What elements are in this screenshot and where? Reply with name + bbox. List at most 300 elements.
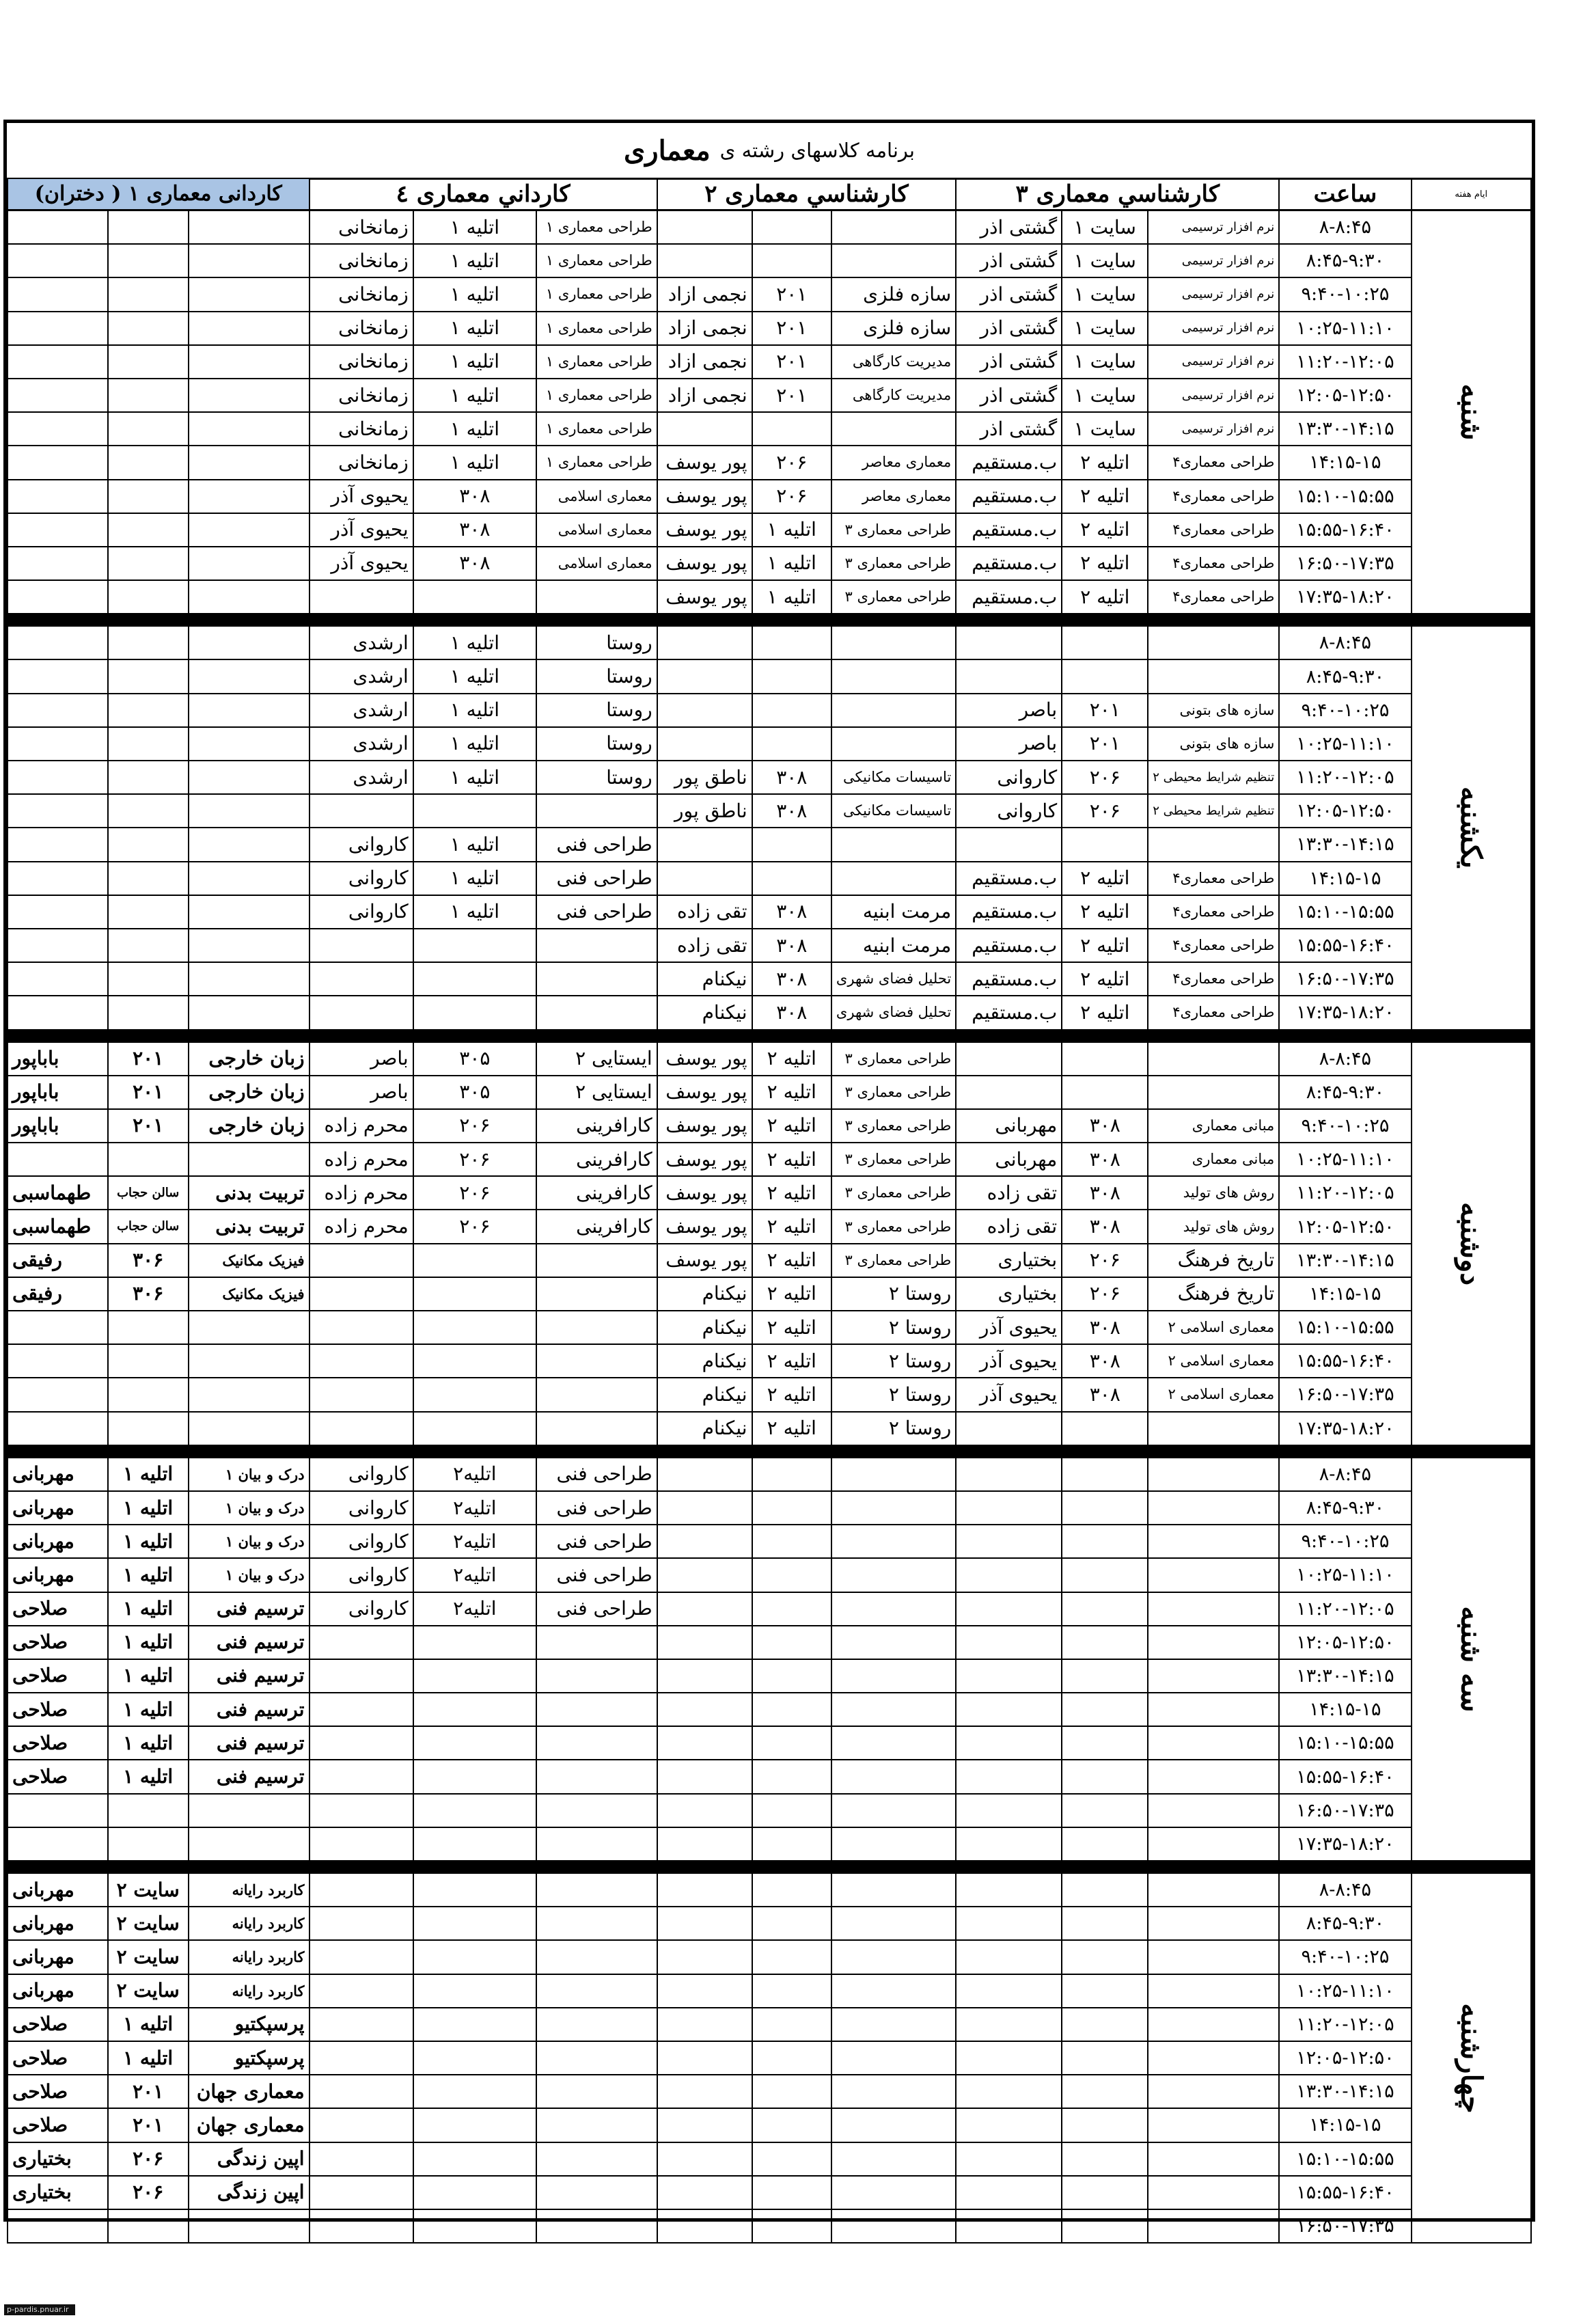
time-cell: ۱۱:۲۰-۱۲:۰۵ [1279, 345, 1411, 379]
course-cell: تاسیسات مکانیکی [831, 761, 956, 794]
room-cell [752, 1458, 831, 1491]
instructor-cell [657, 210, 752, 245]
room-cell [413, 1626, 536, 1659]
instructor-cell [309, 962, 413, 996]
instructor-cell [657, 1907, 752, 1940]
room-cell [108, 929, 189, 962]
instructor-cell: باصر [309, 1042, 413, 1076]
instructor-cell: زمانخانی [309, 277, 413, 311]
schedule-row [8, 1940, 1531, 1974]
schedule-row [8, 1042, 1531, 1076]
instructor-cell: باباپور [8, 1076, 108, 1109]
course-cell [1148, 2041, 1279, 2075]
room-cell [1062, 1760, 1148, 1793]
room-cell: اتلیه ۱ [108, 2041, 189, 2075]
room-cell: سالن حجاب [108, 1210, 189, 1243]
room-cell: ۳۰۸ [1062, 1176, 1148, 1210]
course-cell: طراحی معماری۴ [1148, 996, 1279, 1029]
course-cell [1148, 2075, 1279, 2108]
instructor-cell [956, 626, 1062, 659]
instructor-cell: زمانخانی [309, 210, 413, 245]
room-cell [1062, 1076, 1148, 1109]
course-cell: معماری اسلامی ۲ [1148, 1378, 1279, 1411]
instructor-cell [309, 1693, 413, 1726]
course-cell [189, 659, 309, 693]
room-cell [752, 2041, 831, 2075]
instructor-cell: ب.مستقیم [956, 480, 1062, 513]
time-cell: ۱۲:۰۵-۱۲:۵۰ [1279, 2041, 1411, 2075]
room-cell: سایت ۲ [108, 1907, 189, 1940]
time-cell: ۱۱:۲۰-۱۲:۰۵ [1279, 761, 1411, 794]
room-cell [413, 1873, 536, 1907]
course-cell: سازه های بتونی [1148, 694, 1279, 727]
schedule-row [8, 1794, 1531, 1827]
course-cell: روستا [536, 626, 657, 659]
header-group-bsc-arch-3: کارشناسي معماری ۳ [956, 178, 1279, 210]
schedule-row [8, 1344, 1531, 1378]
course-cell: طراحی معماری۴ [1148, 929, 1279, 962]
schedule-row [8, 1491, 1531, 1525]
instructor-cell: طهماسبی [8, 1176, 108, 1210]
course-cell [189, 996, 309, 1029]
course-cell: ایستایی ۲ [536, 1042, 657, 1076]
course-cell: طراحی معماری ۳ [831, 1143, 956, 1176]
room-cell [108, 1143, 189, 1176]
course-cell [189, 345, 309, 379]
time-cell: ۱۰:۲۵-۱۱:۱۰ [1279, 312, 1411, 345]
time-cell: ۱۶:۵۰-۱۷:۳۵ [1279, 1378, 1411, 1411]
course-cell [831, 1592, 956, 1626]
room-cell [1062, 2142, 1148, 2176]
instructor-cell: ب.مستقیم [956, 929, 1062, 962]
course-cell: نرم افزار ترسیمی [1148, 345, 1279, 379]
time-cell: ۸-۸:۴۵ [1279, 626, 1411, 659]
instructor-cell [8, 1794, 108, 1827]
instructor-cell: نیکنام [657, 962, 752, 996]
instructor-cell [956, 1592, 1062, 1626]
room-cell [752, 1693, 831, 1726]
separator-bar [8, 614, 1531, 626]
instructor-cell: کاروانی [309, 1491, 413, 1525]
course-cell [831, 2041, 956, 2075]
instructor-cell [309, 1974, 413, 2008]
instructor-cell [956, 1491, 1062, 1525]
instructor-cell: نیکنام [657, 1378, 752, 1411]
instructor-cell: کاروانی [956, 761, 1062, 794]
course-cell [1148, 626, 1279, 659]
instructor-cell: یحیوی آذر [309, 547, 413, 580]
room-cell [108, 277, 189, 311]
course-cell [189, 1827, 309, 1861]
room-cell: اتلیه ۲ [752, 1210, 831, 1243]
room-cell [1062, 1974, 1148, 2008]
instructor-cell: گشتی اذر [956, 345, 1062, 379]
room-cell: اتلیه ۲ [1062, 996, 1148, 1029]
course-cell [536, 1907, 657, 1940]
course-cell: ترسیم فنی [189, 1726, 309, 1760]
room-cell: اتلیه ۱ [413, 895, 536, 929]
room-cell: اتلیه ۱ [413, 345, 536, 379]
schedule-row [8, 626, 1531, 659]
room-cell [413, 1659, 536, 1693]
instructor-cell: مهربانی [8, 1974, 108, 2008]
room-cell [1062, 1042, 1148, 1076]
room-cell: اتلیه ۲ [752, 1042, 831, 1076]
instructor-cell [309, 2041, 413, 2075]
course-cell [536, 1827, 657, 1861]
course-cell [1148, 1726, 1279, 1760]
instructor-cell [309, 1659, 413, 1693]
course-cell: طراحی معماری ۳ [831, 580, 956, 614]
course-cell [189, 480, 309, 513]
time-cell: ۱۱:۲۰-۱۲:۰۵ [1279, 1592, 1411, 1626]
course-cell: کارافرینی [536, 1210, 657, 1243]
room-cell: ۲۰۱ [752, 379, 831, 412]
course-cell [536, 962, 657, 996]
day-label [1412, 1873, 1531, 2243]
course-cell [1148, 1626, 1279, 1659]
instructor-cell: یحیوی آذر [309, 513, 413, 547]
header-group-assoc-arch-1: کاردانی معماری ۱ ( دختران) [8, 178, 309, 210]
schedule-row [8, 1458, 1531, 1491]
course-cell: معماری جهان [189, 2108, 309, 2142]
instructor-cell [657, 727, 752, 761]
course-cell: طراحی فنی [536, 828, 657, 861]
room-cell: اتلیه ۱ [108, 1760, 189, 1793]
instructor-cell [309, 1378, 413, 1411]
room-cell: اتلیه ۲ [1062, 962, 1148, 996]
room-cell [1062, 659, 1148, 693]
course-cell: کارافرینی [536, 1176, 657, 1210]
course-cell: طراحی معماری ۳ [831, 1109, 956, 1143]
instructor-cell: کاروانی [309, 1558, 413, 1592]
room-cell: سایت ۱ [1062, 412, 1148, 446]
room-cell: اتلیه ۱ [413, 210, 536, 245]
course-cell: تربیت بدنی [189, 1210, 309, 1243]
schedule-row [8, 547, 1531, 580]
header-day: ایام هفته [1412, 178, 1531, 210]
instructor-cell [956, 1726, 1062, 1760]
instructor-cell [956, 2108, 1062, 2142]
course-cell: طراحی معماری ۳ [831, 513, 956, 547]
instructor-cell [8, 794, 108, 828]
course-cell: تحلیل فضای شهری [831, 962, 956, 996]
instructor-cell [956, 1659, 1062, 1693]
course-cell [831, 2008, 956, 2041]
instructor-cell [8, 345, 108, 379]
schedule-row [8, 694, 1531, 727]
course-cell [536, 2041, 657, 2075]
instructor-cell: محرم زاده [309, 1176, 413, 1210]
room-cell: ۳۰۸ [413, 513, 536, 547]
room-cell: اتلیه ۱ [752, 513, 831, 547]
instructor-cell: پور یوسف [657, 1143, 752, 1176]
room-cell [108, 694, 189, 727]
day-separator [8, 1030, 1531, 1042]
schedule-row [8, 862, 1531, 895]
course-cell: طراحی معماری ۱ [536, 379, 657, 412]
room-cell [413, 996, 536, 1029]
room-cell: اتلیه۲ [413, 1491, 536, 1525]
instructor-cell: ب.مستقیم [956, 895, 1062, 929]
time-cell: ۸-۸:۴۵ [1279, 1458, 1411, 1491]
instructor-cell [657, 1726, 752, 1760]
course-cell: طراحی معماری۴ [1148, 862, 1279, 895]
course-cell: تاریخ فرهنگ [1148, 1244, 1279, 1277]
instructor-cell [657, 2176, 752, 2209]
course-cell [831, 1873, 956, 1907]
room-cell: ۲۰۶ [1062, 794, 1148, 828]
course-cell: مبانی معماری [1148, 1143, 1279, 1176]
instructor-cell: گشتی اذر [956, 244, 1062, 277]
course-cell [831, 727, 956, 761]
room-cell [752, 412, 831, 446]
schedule-row [8, 996, 1531, 1029]
instructor-cell: کاروانی [309, 828, 413, 861]
course-cell [536, 2176, 657, 2209]
instructor-cell [8, 480, 108, 513]
instructor-cell [657, 412, 752, 446]
course-cell [1148, 1940, 1279, 1974]
time-cell: ۱۶:۵۰-۱۷:۳۵ [1279, 547, 1411, 580]
instructor-cell [8, 210, 108, 245]
course-cell: روستا ۲ [831, 1378, 956, 1411]
time-cell: ۸:۴۵-۹:۳۰ [1279, 1907, 1411, 1940]
day-name: سه شنبه [1455, 1606, 1489, 1713]
schedule-row [8, 1412, 1531, 1445]
room-cell [752, 244, 831, 277]
room-cell [1062, 1940, 1148, 1974]
room-cell: اتلیه ۲ [752, 1412, 831, 1445]
instructor-cell [956, 1525, 1062, 1558]
room-cell [1062, 1592, 1148, 1626]
room-cell: اتلیه ۱ [108, 1726, 189, 1760]
room-cell: اتلیه ۱ [108, 1458, 189, 1491]
instructor-cell: ب.مستقیم [956, 962, 1062, 996]
room-cell: اتلیه۲ [413, 1525, 536, 1558]
room-cell [413, 1794, 536, 1827]
instructor-cell [309, 1344, 413, 1378]
day-name: دوشنبه [1455, 1201, 1489, 1285]
course-cell [536, 580, 657, 614]
instructor-cell [8, 862, 108, 895]
room-cell [108, 547, 189, 580]
course-cell [536, 929, 657, 962]
room-cell: اتلیه۲ [413, 1558, 536, 1592]
instructor-cell [8, 895, 108, 929]
time-cell: ۱۱:۲۰-۱۲:۰۵ [1279, 1176, 1411, 1210]
course-cell [536, 1378, 657, 1411]
instructor-cell: باباپور [8, 1109, 108, 1143]
course-cell [536, 2075, 657, 2108]
instructor-cell: باصر [956, 694, 1062, 727]
instructor-cell: بختیاری [8, 2176, 108, 2209]
room-cell: ۲۰۱ [108, 2075, 189, 2108]
instructor-cell [657, 244, 752, 277]
room-cell: اتلیه ۲ [1062, 547, 1148, 580]
room-cell [413, 1726, 536, 1760]
instructor-cell: زمانخانی [309, 244, 413, 277]
room-cell [1062, 1693, 1148, 1726]
course-cell: کارافرینی [536, 1143, 657, 1176]
course-cell: کاربرد رایانه [189, 1873, 309, 1907]
course-cell [536, 1244, 657, 1277]
room-cell: ۳۰۸ [752, 794, 831, 828]
course-cell [1148, 659, 1279, 693]
room-cell [752, 1907, 831, 1940]
time-cell: ۱۰:۲۵-۱۱:۱۰ [1279, 1558, 1411, 1592]
room-cell: اتلیه ۱ [413, 659, 536, 693]
room-cell: ۳۰۶ [108, 1244, 189, 1277]
course-cell [1148, 2008, 1279, 2041]
room-cell [752, 1827, 831, 1861]
time-cell: ۱۷:۳۵-۱۸:۲۰ [1279, 996, 1411, 1029]
instructor-cell [956, 2075, 1062, 2108]
course-cell [831, 1940, 956, 1974]
room-cell: اتلیه ۱ [413, 312, 536, 345]
instructor-cell: ب.مستقیم [956, 513, 1062, 547]
room-cell [1062, 626, 1148, 659]
course-cell [536, 1940, 657, 1974]
room-cell: اتلیه ۱ [413, 727, 536, 761]
room-cell [108, 1344, 189, 1378]
room-cell [108, 210, 189, 245]
schedule-row [8, 1277, 1531, 1311]
instructor-cell [309, 1277, 413, 1311]
course-cell: طراحی معماری۴ [1148, 580, 1279, 614]
instructor-cell: صلاحی [8, 1760, 108, 1793]
instructor-cell: ب.مستقیم [956, 996, 1062, 1029]
course-cell: طراحی معماری ۱ [536, 412, 657, 446]
course-cell: طراحی فنی [536, 1592, 657, 1626]
instructor-cell [956, 1907, 1062, 1940]
title-prefix: برنامه کلاسهای رشته ی [719, 139, 915, 162]
course-cell: ترسیم فنی [189, 1760, 309, 1793]
course-cell [189, 547, 309, 580]
room-cell: ۲۰۱ [752, 345, 831, 379]
course-cell: تاسیسات مکانیکی [831, 794, 956, 828]
schedule-row [8, 1974, 1531, 2008]
room-cell: ۳۰۸ [1062, 1143, 1148, 1176]
room-cell [1062, 2008, 1148, 2041]
room-cell: اتلیه ۱ [108, 1693, 189, 1726]
time-cell: ۱۴:۱۵-۱۵ [1279, 2108, 1411, 2142]
instructor-cell: پور یوسف [657, 1210, 752, 1243]
room-cell: اتلیه ۱ [108, 1659, 189, 1693]
course-cell [189, 412, 309, 446]
course-cell [189, 1311, 309, 1344]
room-cell [413, 580, 536, 614]
course-cell [536, 2209, 657, 2243]
instructor-cell [657, 1659, 752, 1693]
course-cell: معماری اسلامی [536, 513, 657, 547]
schedule-row [8, 727, 1531, 761]
room-cell: اتلیه ۲ [1062, 929, 1148, 962]
course-cell: طراحی معماری ۱ [536, 345, 657, 379]
course-cell [1148, 1491, 1279, 1525]
room-cell: اتلیه۲ [413, 1592, 536, 1626]
schedule-row [8, 244, 1531, 277]
time-cell: ۱۴:۱۵-۱۵ [1279, 446, 1411, 479]
instructor-cell [657, 1458, 752, 1491]
course-cell [189, 727, 309, 761]
instructor-cell: ب.مستقیم [956, 547, 1062, 580]
room-cell [1062, 1412, 1148, 1445]
time-cell: ۱۰:۲۵-۱۱:۱۰ [1279, 1974, 1411, 2008]
course-cell: معماری جهان [189, 2075, 309, 2108]
instructor-cell: گشتی اذر [956, 412, 1062, 446]
instructor-cell: پور یوسف [657, 1109, 752, 1143]
room-cell: اتلیه ۲ [752, 1311, 831, 1344]
course-cell [831, 659, 956, 693]
instructor-cell: صلاحی [8, 2041, 108, 2075]
course-cell: معماری اسلامی [536, 480, 657, 513]
instructor-cell [956, 2142, 1062, 2176]
instructor-cell: کاروانی [309, 1458, 413, 1491]
schedule-row [8, 1592, 1531, 1626]
course-cell: معماری معاصر [831, 446, 956, 479]
instructor-cell [657, 2108, 752, 2142]
instructor-cell [956, 1076, 1062, 1109]
room-cell: اتلیه ۱ [413, 694, 536, 727]
schedule-row [8, 1659, 1531, 1693]
course-cell [536, 1412, 657, 1445]
course-cell [1148, 828, 1279, 861]
course-cell: مدیریت کارگاهی [831, 379, 956, 412]
time-cell: ۱۷:۳۵-۱۸:۲۰ [1279, 580, 1411, 614]
title-major: معماری [624, 134, 711, 167]
schedule-row [8, 580, 1531, 614]
instructor-cell: یحیوی آذر [956, 1344, 1062, 1378]
schedule-row [8, 2008, 1531, 2041]
course-cell [1148, 1907, 1279, 1940]
course-cell: طراحی معماری ۳ [831, 1176, 956, 1210]
room-cell: ۳۰۸ [413, 480, 536, 513]
room-cell [1062, 2108, 1148, 2142]
course-cell [536, 1873, 657, 1907]
room-cell: اتلیه ۱ [413, 626, 536, 659]
course-cell: روستا [536, 694, 657, 727]
instructor-cell: محرم زاده [309, 1109, 413, 1143]
course-cell [831, 412, 956, 446]
room-cell [413, 1760, 536, 1793]
course-cell [831, 2142, 956, 2176]
room-cell [1062, 2075, 1148, 2108]
instructor-cell [8, 513, 108, 547]
instructor-cell [8, 244, 108, 277]
room-cell [108, 1827, 189, 1861]
instructor-cell [657, 1693, 752, 1726]
instructor-cell: کاروانی [309, 895, 413, 929]
instructor-cell [657, 1525, 752, 1558]
instructor-cell [309, 2008, 413, 2041]
instructor-cell: باصر [956, 727, 1062, 761]
room-cell [108, 580, 189, 614]
instructor-cell [657, 1760, 752, 1793]
day-name: چهارشنبه [1455, 2002, 1489, 2114]
course-cell: اپین زندگی [189, 2142, 309, 2176]
course-cell: طراحی معماری ۳ [831, 1210, 956, 1243]
course-cell: کاربرد رایانه [189, 1907, 309, 1940]
schedule-row [8, 929, 1531, 962]
course-cell: نرم افزار ترسیمی [1148, 412, 1279, 446]
instructor-cell [8, 626, 108, 659]
room-cell: اتلیه ۱ [413, 862, 536, 895]
instructor-cell: مهربانی [8, 1907, 108, 1940]
course-cell [831, 1974, 956, 2008]
course-cell: طراحی معماری ۳ [831, 1076, 956, 1109]
room-cell [752, 1760, 831, 1793]
